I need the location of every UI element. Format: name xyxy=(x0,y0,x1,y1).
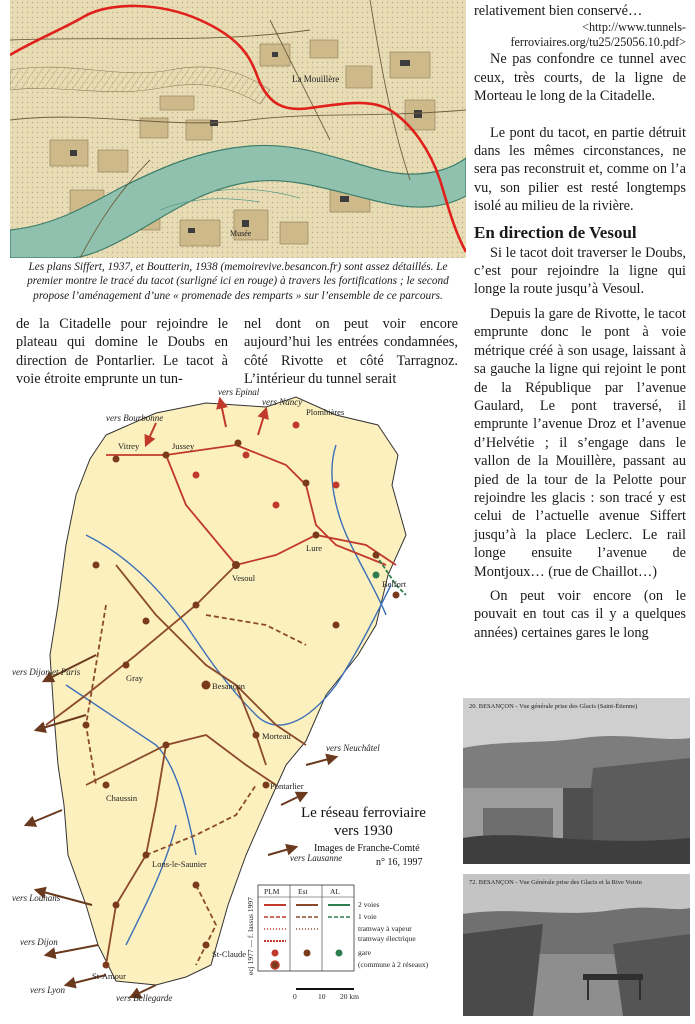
town-chaussin: Chaussin xyxy=(106,793,138,803)
town-belfort: Belfort xyxy=(382,579,407,589)
left-column-2 xyxy=(244,315,458,389)
left-col2-text: nel dont on peut voir encore aujourd’hui les entrées condamnées, côté Rivotte et côté Tarragnoz. L’intérieur du tunnel serait xyxy=(244,316,458,388)
map-issue: n° 16, 1997 xyxy=(376,857,423,868)
right-p1: relativement bien conservé… xyxy=(474,3,643,19)
town-st-amour: St-Amour xyxy=(92,971,126,981)
town-gray: Gray xyxy=(126,673,143,683)
postcard-photo-2 xyxy=(463,874,690,1016)
legend-al: AL xyxy=(330,887,340,896)
legend-2voies: 2 voies xyxy=(358,900,380,909)
map-title-line2: vers 1930 xyxy=(334,823,393,839)
section-heading: En direction de Vesoul xyxy=(474,222,637,242)
postcard-photo-1 xyxy=(463,698,690,864)
map-title-line1: Le réseau ferroviaire xyxy=(301,805,426,821)
photo1-caption: 20. BESANÇON - Vue générale prise des Glacis (Saint-Étienne) xyxy=(469,703,638,710)
label-musee: Musée xyxy=(230,229,252,238)
out-nancy: vers Nancy xyxy=(262,397,303,407)
right-column xyxy=(474,2,686,642)
town-vesoul: Vesoul xyxy=(232,573,256,583)
out-dijon: vers Dijon xyxy=(20,937,58,947)
out-louhans: vers Louhans xyxy=(12,893,61,903)
out-lausanne: vers Lausanne xyxy=(290,853,343,863)
town-lure: Lure xyxy=(306,543,323,553)
out-bourbonne: vers Bourbonne xyxy=(106,413,164,423)
photo2-caption: 72. BESANÇON - Vue Générale prise des Glacis et la Rive Voisin xyxy=(469,879,642,886)
legend-tram-elec: tramway électrique xyxy=(358,934,416,943)
out-neuchatel: vers Neuchâtel xyxy=(326,743,380,753)
scale-10: 10 xyxy=(318,992,326,1001)
legend-gare: gare xyxy=(358,948,371,957)
scale-0: 0 xyxy=(293,992,297,1001)
out-lyon: vers Lyon xyxy=(30,985,65,995)
right-p5: Depuis la gare de Rivotte, le tacot emprunte donc le pont à voie métrique créé à son usage, laissant à sa gauche la ligne qui rejoint le pont de la République par l’avenue Gaulard, Le pont traversé, il emprunte l’avenue Droz et l’avenue d’Helvétie ; il s’engage dans le vallon de la Mouillère, passant au pied de la tour de la Pelotte pour rejoindre les glacis : son tracé y est celui de l’actuelle avenue Siffert jusqu’à la place Leclerc. Le rail longe ensuite l’avenue de Montjoux… (rue de Chaillot…) xyxy=(474,305,686,580)
town-lons: Lons-le-Saunier xyxy=(152,859,207,869)
left-column-1 xyxy=(16,315,228,389)
label-mouillere: La Mouillère xyxy=(292,74,340,84)
legend-credit: ecj 1977 — f. lassus 1997 xyxy=(246,897,255,975)
legend-est: Est xyxy=(298,887,308,896)
left-col1-text: de la Citadelle pour rejoindre le plateau qui domine le Doubs en direction de Pontarlier. Le tacot à voie étroite emprunte un tun- xyxy=(16,316,228,388)
map-legend xyxy=(246,885,429,1001)
out-epinal: vers Epinal xyxy=(218,387,260,397)
town-jussey: Jussey xyxy=(172,441,195,451)
town-pontarlier: Pontarlier xyxy=(270,781,304,791)
town-plombieres: Plombières xyxy=(306,407,345,417)
legend-tram-vapeur: tramway à vapeur xyxy=(358,924,412,933)
railway-network-map xyxy=(6,385,466,1005)
legend-plm: PLM xyxy=(264,887,280,896)
legend-1voie: 1 voie xyxy=(358,912,377,921)
town-besancon: Besançon xyxy=(212,681,246,691)
city-plan-map xyxy=(10,0,466,258)
town-morteau: Morteau xyxy=(262,731,291,741)
right-p4: Si le tacot doit traverser le Doubs, c’est pour rejoindre la ligne qui longe la route jusqu’à Vesoul. xyxy=(474,244,686,298)
right-p2: Ne pas confondre ce tunnel avec ceux, très courts, de la ligne de Morteau le long de la Citadelle. xyxy=(474,51,686,105)
city-plan-caption: Les plans Siffert, 1937, et Boutterin, 1938 (memoirevive.besancon.fr) sont assez détaillés. Le premier montre le tracé du tacot (surligné ici en rouge) à travers les fortifications ; le second propose l’aménagement d’une « promenade des remparts » sur l’ensemble de ce parcours. xyxy=(27,261,449,302)
right-p6: On peut voir encore (on le pouvait en tout cas il y a quelques années) certaines gares le long xyxy=(474,587,686,641)
town-vitrey: Vitrey xyxy=(118,441,140,451)
out-dijon-paris: vers Dijon et Paris xyxy=(12,667,81,677)
out-bellegarde: vers Bellegarde xyxy=(116,993,173,1003)
right-p3: Le pont du tacot, en partie détruit dans les mêmes circonstances, ne sera pas reconstruit et, comme on l’a vu, son pilier est resté longtemps isolé au milieu de la rivière. xyxy=(474,124,686,215)
map-source: Images de Franche-Comté xyxy=(314,843,420,854)
tunnel-url[interactable]: <http://www.tunnels-ferroviaires.org/tu25/25056.10.pdf> xyxy=(510,20,686,50)
scale-20: 20 km xyxy=(340,992,359,1001)
town-st-claude: St-Claude xyxy=(212,949,246,959)
legend-commune: (commune à 2 réseaux) xyxy=(358,960,429,969)
